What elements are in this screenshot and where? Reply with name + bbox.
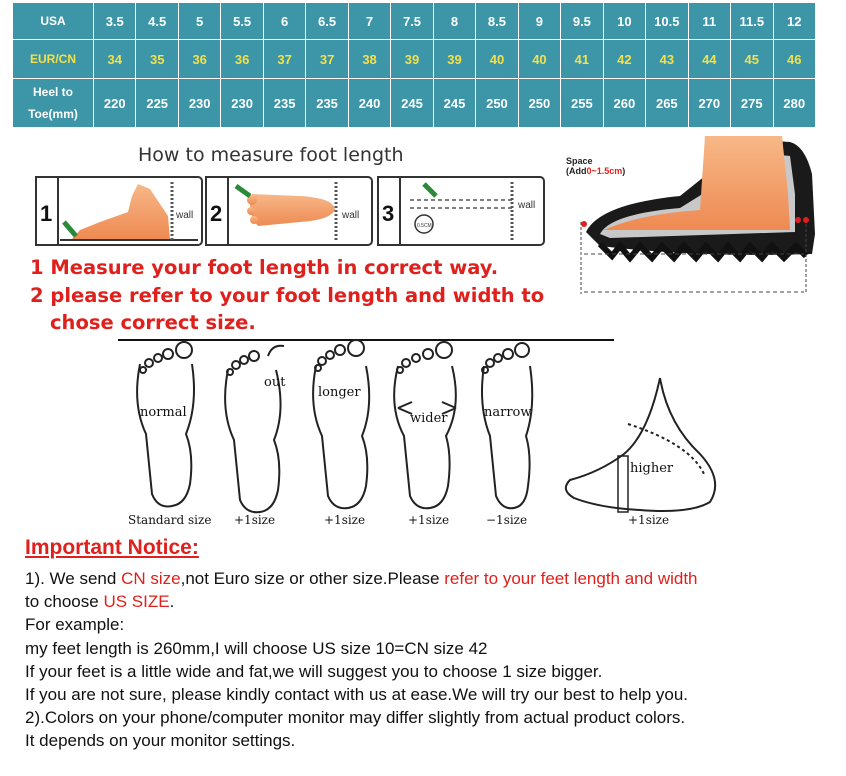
size-cell: 34 [94, 40, 136, 79]
size-cell: 8.5 [476, 3, 518, 40]
notice-line-6: If you are not sure, please kindly contact with us at ease.We will try our best to help you. [25, 685, 689, 705]
foot-narrow-drawing [482, 343, 532, 508]
size-cell: 9.5 [561, 3, 603, 40]
foot-higher-drawing [566, 378, 715, 512]
row-header-usa: USA [13, 3, 94, 40]
caption-wider-size: +1size [408, 513, 450, 527]
notice-us-size: US SIZE [103, 592, 170, 612]
label-out: out [264, 375, 286, 390]
ruler-mark-label: 0.5CM [417, 223, 432, 229]
size-row-usa [13, 3, 816, 40]
notice-line-5: If your feet is a little wide and fat,we will suggest you to choose 1 size bigger. [25, 661, 603, 681]
size-cell: 4.5 [136, 3, 178, 40]
notice-line-2 [25, 590, 840, 613]
size-cell: 39 [391, 40, 433, 79]
size-cell: 6 [263, 3, 305, 40]
size-cell: 245 [433, 79, 475, 128]
notice-text: 1). We send [25, 569, 122, 588]
size-cell: 255 [561, 79, 603, 128]
size-cell: 220 [94, 79, 136, 128]
notice-line-3: For example: [25, 615, 125, 635]
size-cell: 250 [518, 79, 560, 128]
size-cell: 265 [646, 79, 688, 128]
size-cell: 41 [561, 40, 603, 79]
size-cell: 230 [221, 79, 263, 128]
size-cell: 45 [731, 40, 773, 79]
wall-label: wall [176, 210, 194, 221]
size-cell: 280 [773, 79, 816, 128]
notice-text: ,not Euro size or other size.Please [180, 569, 445, 588]
notice-title: Important Notice: [25, 536, 199, 559]
size-cell: 230 [178, 79, 220, 128]
size-cell: 40 [476, 40, 518, 79]
notice-line-7: 2).Colors on your phone/computer monitor may differ slightly from actual product colors. [25, 708, 686, 728]
space-add-label: (Add0~1.5cm) [566, 166, 626, 176]
space-label: Space [566, 156, 593, 166]
size-cell: 275 [731, 79, 773, 128]
size-cell: 9 [518, 3, 560, 40]
label-longer: longer [318, 385, 361, 400]
caption-higher-size: +1size [628, 513, 670, 527]
caption-out-size: +1size [234, 513, 276, 527]
notice-text: . [169, 592, 175, 612]
size-cell: 5 [178, 3, 220, 40]
notice-line-4: my feet length is 260mm,I will choose US size 10=CN size 42 [25, 638, 488, 658]
size-cell: 235 [306, 79, 348, 128]
notice-body [25, 567, 840, 753]
size-cell: 270 [688, 79, 730, 128]
size-chart-table [12, 2, 816, 128]
size-cell: 36 [221, 40, 263, 79]
foot-out-drawing [225, 346, 284, 513]
size-cell: 7 [348, 3, 390, 40]
size-cell: 240 [348, 79, 390, 128]
instruction-line-1: 1 Measure your foot length in correct way. [30, 256, 499, 279]
row-header-eur-cn: EUR/CN [13, 40, 94, 79]
notice-line-8: It depends on your monitor settings. [25, 731, 296, 751]
size-cell: 36 [178, 40, 220, 79]
step-number-2: 2 [210, 201, 223, 226]
size-cell: 5.5 [221, 3, 263, 40]
row-header-line2: Toe(mm) [28, 107, 78, 121]
size-cell: 38 [348, 40, 390, 79]
caption-longer-size: +1size [324, 513, 366, 527]
foot-measure-illustration [0, 134, 846, 534]
step-number-3: 3 [382, 201, 395, 226]
size-row-eur-cn [13, 40, 816, 79]
foot-type-drawings [137, 340, 715, 512]
wall-label: wall [518, 200, 536, 211]
size-cell: 260 [603, 79, 645, 128]
size-cell: 245 [391, 79, 433, 128]
size-cell: 3.5 [94, 3, 136, 40]
label-wider: wider [410, 411, 448, 426]
instruction-line-3: chose correct size. [50, 311, 256, 334]
notice-line-1 [25, 567, 840, 590]
size-cell: 11.5 [731, 3, 773, 40]
size-cell: 42 [603, 40, 645, 79]
size-cell: 37 [306, 40, 348, 79]
measure-step-2-panel [206, 177, 372, 245]
size-cell: 43 [646, 40, 688, 79]
size-cell: 40 [518, 40, 560, 79]
size-cell: 37 [263, 40, 305, 79]
step-number-1: 1 [40, 201, 53, 226]
size-cell: 8 [433, 3, 475, 40]
size-cell: 44 [688, 40, 730, 79]
size-cell: 10 [603, 3, 645, 40]
row-header-heel-to-toe [13, 79, 94, 128]
label-higher: higher [630, 461, 674, 476]
measure-step-1-panel [36, 177, 202, 245]
foot-longer-drawing [313, 340, 369, 508]
label-normal: normal [140, 405, 187, 420]
size-cell: 10.5 [646, 3, 688, 40]
size-cell: 235 [263, 79, 305, 128]
measure-guide-title: How to measure foot length [138, 144, 404, 166]
size-row-heel-to-toe [13, 79, 816, 128]
size-cell: 7.5 [391, 3, 433, 40]
size-cell: 46 [773, 40, 816, 79]
size-cell: 11 [688, 3, 730, 40]
caption-narrow-size: −1size [486, 513, 528, 527]
notice-text: to choose [25, 592, 104, 612]
row-header-line1: Heel to [32, 85, 73, 99]
label-narrow: narrow [484, 405, 532, 420]
size-cell: 12 [773, 3, 816, 40]
shoe-space-diagram [566, 136, 815, 294]
notice-cn-size: CN size [121, 569, 181, 588]
caption-standard-size: Standard size [128, 513, 212, 527]
size-cell: 39 [433, 40, 475, 79]
wall-label: wall [342, 210, 360, 221]
foot-normal-drawing [137, 342, 194, 507]
size-cell: 250 [476, 79, 518, 128]
size-cell: 35 [136, 40, 178, 79]
measure-step-3-panel [378, 177, 544, 245]
size-cell: 6.5 [306, 3, 348, 40]
instruction-line-2: 2 please refer to your foot length and width to [30, 284, 545, 307]
size-cell: 225 [136, 79, 178, 128]
notice-refer-length: refer to your feet length and width [444, 569, 698, 588]
